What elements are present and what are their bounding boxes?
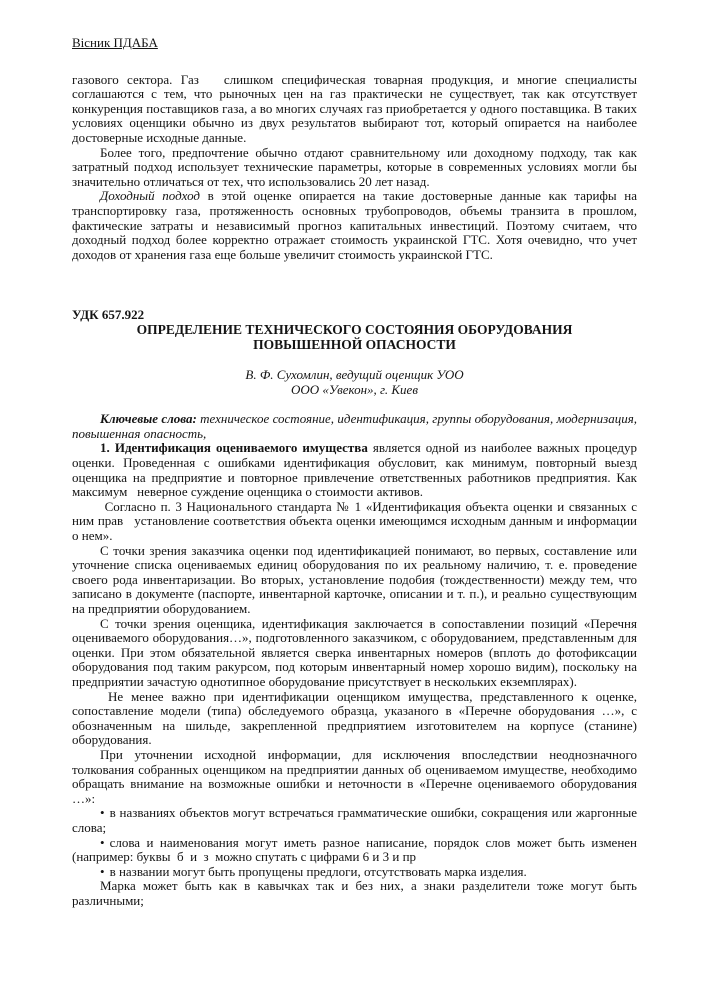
paragraph-appraiser-view: С точки зрения оценщика, идентификация заключается в сопоставлении позиций «Перечня оцениваемого оборудования…», подготовленного заказчиком, с оборудованием, представленным для оценки. При этом обязательной является сверка инвентарных номеров (вплоть до фотофиксации оборудования под таким ракурсом, под которым инвентарный номер хорошо видим), поскольку на предприятии зачастую однотипное оборудование присутствует в нескольких екземплярах). <box>72 615 637 689</box>
journal-header-text: Вісник ПДАБА <box>72 35 158 50</box>
keywords-text: техническое состояние, идентификация, группы оборудования, модернизация, повышенная опасность, <box>72 411 637 441</box>
udk-code: УДК 657.922 <box>72 307 145 323</box>
section-1-paragraph <box>72 441 637 499</box>
article-body <box>72 441 637 908</box>
intro-section <box>72 73 637 263</box>
section-1-heading: 1. Идентификация оцениваемого имущества <box>100 440 368 456</box>
intro-paragraph-3 <box>72 189 637 262</box>
income-approach-lead: Доходный подход <box>100 188 201 204</box>
keywords-label: Ключевые слова: <box>100 411 197 427</box>
keywords-paragraph <box>72 412 637 441</box>
bullet-item-3-text: в названии могут быть пропущены предлоги, отсутствовать марка изделия. <box>109 863 527 879</box>
section-1-rest: является одной из наиболее важных процедур оценки. Проведенная с ошибками идентификация обусловит, как минимум, повторный выезд оценщика на предприятие и повторное привлечение ответственных работников предприятия. Как максимум неверное суждение оценщика о стоимости активов. <box>72 440 637 500</box>
intro-paragraph-1: газового сектора. Газ слишком специфическая товарная продукция, и многие специалисты соглашаются с тем, что рыночных цен на газ практически не существует, так как отсутствует конкуренция поставщиков газа, а во многих случаях газ приобретается у одного поставщика. В таких условиях оценщики обычно из двух результатов выбирают тот, который опирается на наиболее достоверные исходные данные. <box>72 71 637 145</box>
journal-header <box>72 36 637 51</box>
paragraph-clarification: При уточнении исходной информации, для исключения впоследствии неоднозначного толкования собранных оценщиком на предприятии данных об оцениваемом имуществе, необходимо обращать внимание на возможные ошибки и неточности в «Перечне оцениваемого оборудования …»: <box>72 746 637 806</box>
bullet-icon: • <box>100 834 105 850</box>
bullet-item-2 <box>72 836 637 865</box>
bullet-item-3 <box>72 865 637 880</box>
paragraph-customer-view: С точки зрения заказчика оценки под идентификацией понимают, во первых, составление или уточнение списка оцениваемых единиц оборудования по их реальному наличию, т. е. проведение своего рода инвентаризации. Во вторых, установление подобия (тождественности) между тем, что записано в документе (паспорте, инвентарной карточке, описании и т. п.), и реально существующим на предприятии оборудованием. <box>72 542 637 616</box>
bullet-icon: • <box>100 805 105 821</box>
bullet-item-1 <box>72 806 637 835</box>
article-title-line-2: ПОВЫШЕННОЙ ОПАСНОСТИ <box>253 336 456 352</box>
article-title-line-1: ОПРЕДЕЛЕНИЕ ТЕХНИЧЕСКОГО СОСТОЯНИЯ ОБОРУДОВАНИЯ <box>136 321 573 337</box>
bullet-item-2-text: слова и наименования могут иметь разное написание, порядок слов может быть изменен (например: буквы б и з можно спутать с цифрами 6 и 3 и пр <box>72 834 637 865</box>
paragraph-marka: Марка может быть как в кавычках так и без них, а знаки разделители тоже могут быть различными; <box>72 878 637 908</box>
bullet-icon: • <box>100 863 105 879</box>
paragraph-national-standard: Согласно п. 3 Национального стандарта № 1 «Идентификация объекта оценки и связанных с ним прав установление соответствия объекта оценки имеющимся исходным данным и информации о нем». <box>72 498 637 544</box>
bullet-item-1-text: в названиях объектов могут встречаться грамматические ошибки, сокращения или жаргонные слова; <box>72 805 637 835</box>
paragraph-model-comparison: Не менее важно при идентификации оценщиком имущества, представленного к оценке, сопоставление модели (типа) обследуемого образца, указаного в «Перечне оборудования …», с обозначенным на шильде, закрепленной предприятием изготовителем на корпусе (станине) оборудования. <box>72 688 637 748</box>
author-line-1: В. Ф. Сухомлин, ведущий оценщик УОО <box>245 367 464 383</box>
intro-paragraph-3-rest: в этой оценке опирается на такие достоверные данные как тарифы на транспортировку газа, протяженность основных трубопроводов, объемы транзита в прошлом, фактические затраты и независимый прогноз капитальных инвестиций. Поэтому считаем, что доходный подход более корректно отражает стоимость украинской ГТС. Хотя очевидно, что учет доходов от хранения газа еще больше увеличит стоимость украинской ГТС. <box>72 188 638 262</box>
author-line-2: ООО «Увекон», г. Киев <box>291 381 418 397</box>
intro-paragraph-2: Более того, предпочтение обычно отдают сравнительному или доходному подходу, так как затратный подход использует технические параметры, которые в современных условиях могли бы значительно отличаться от тех, что использовались 20 лет назад. <box>72 144 637 189</box>
article-header <box>72 308 637 441</box>
